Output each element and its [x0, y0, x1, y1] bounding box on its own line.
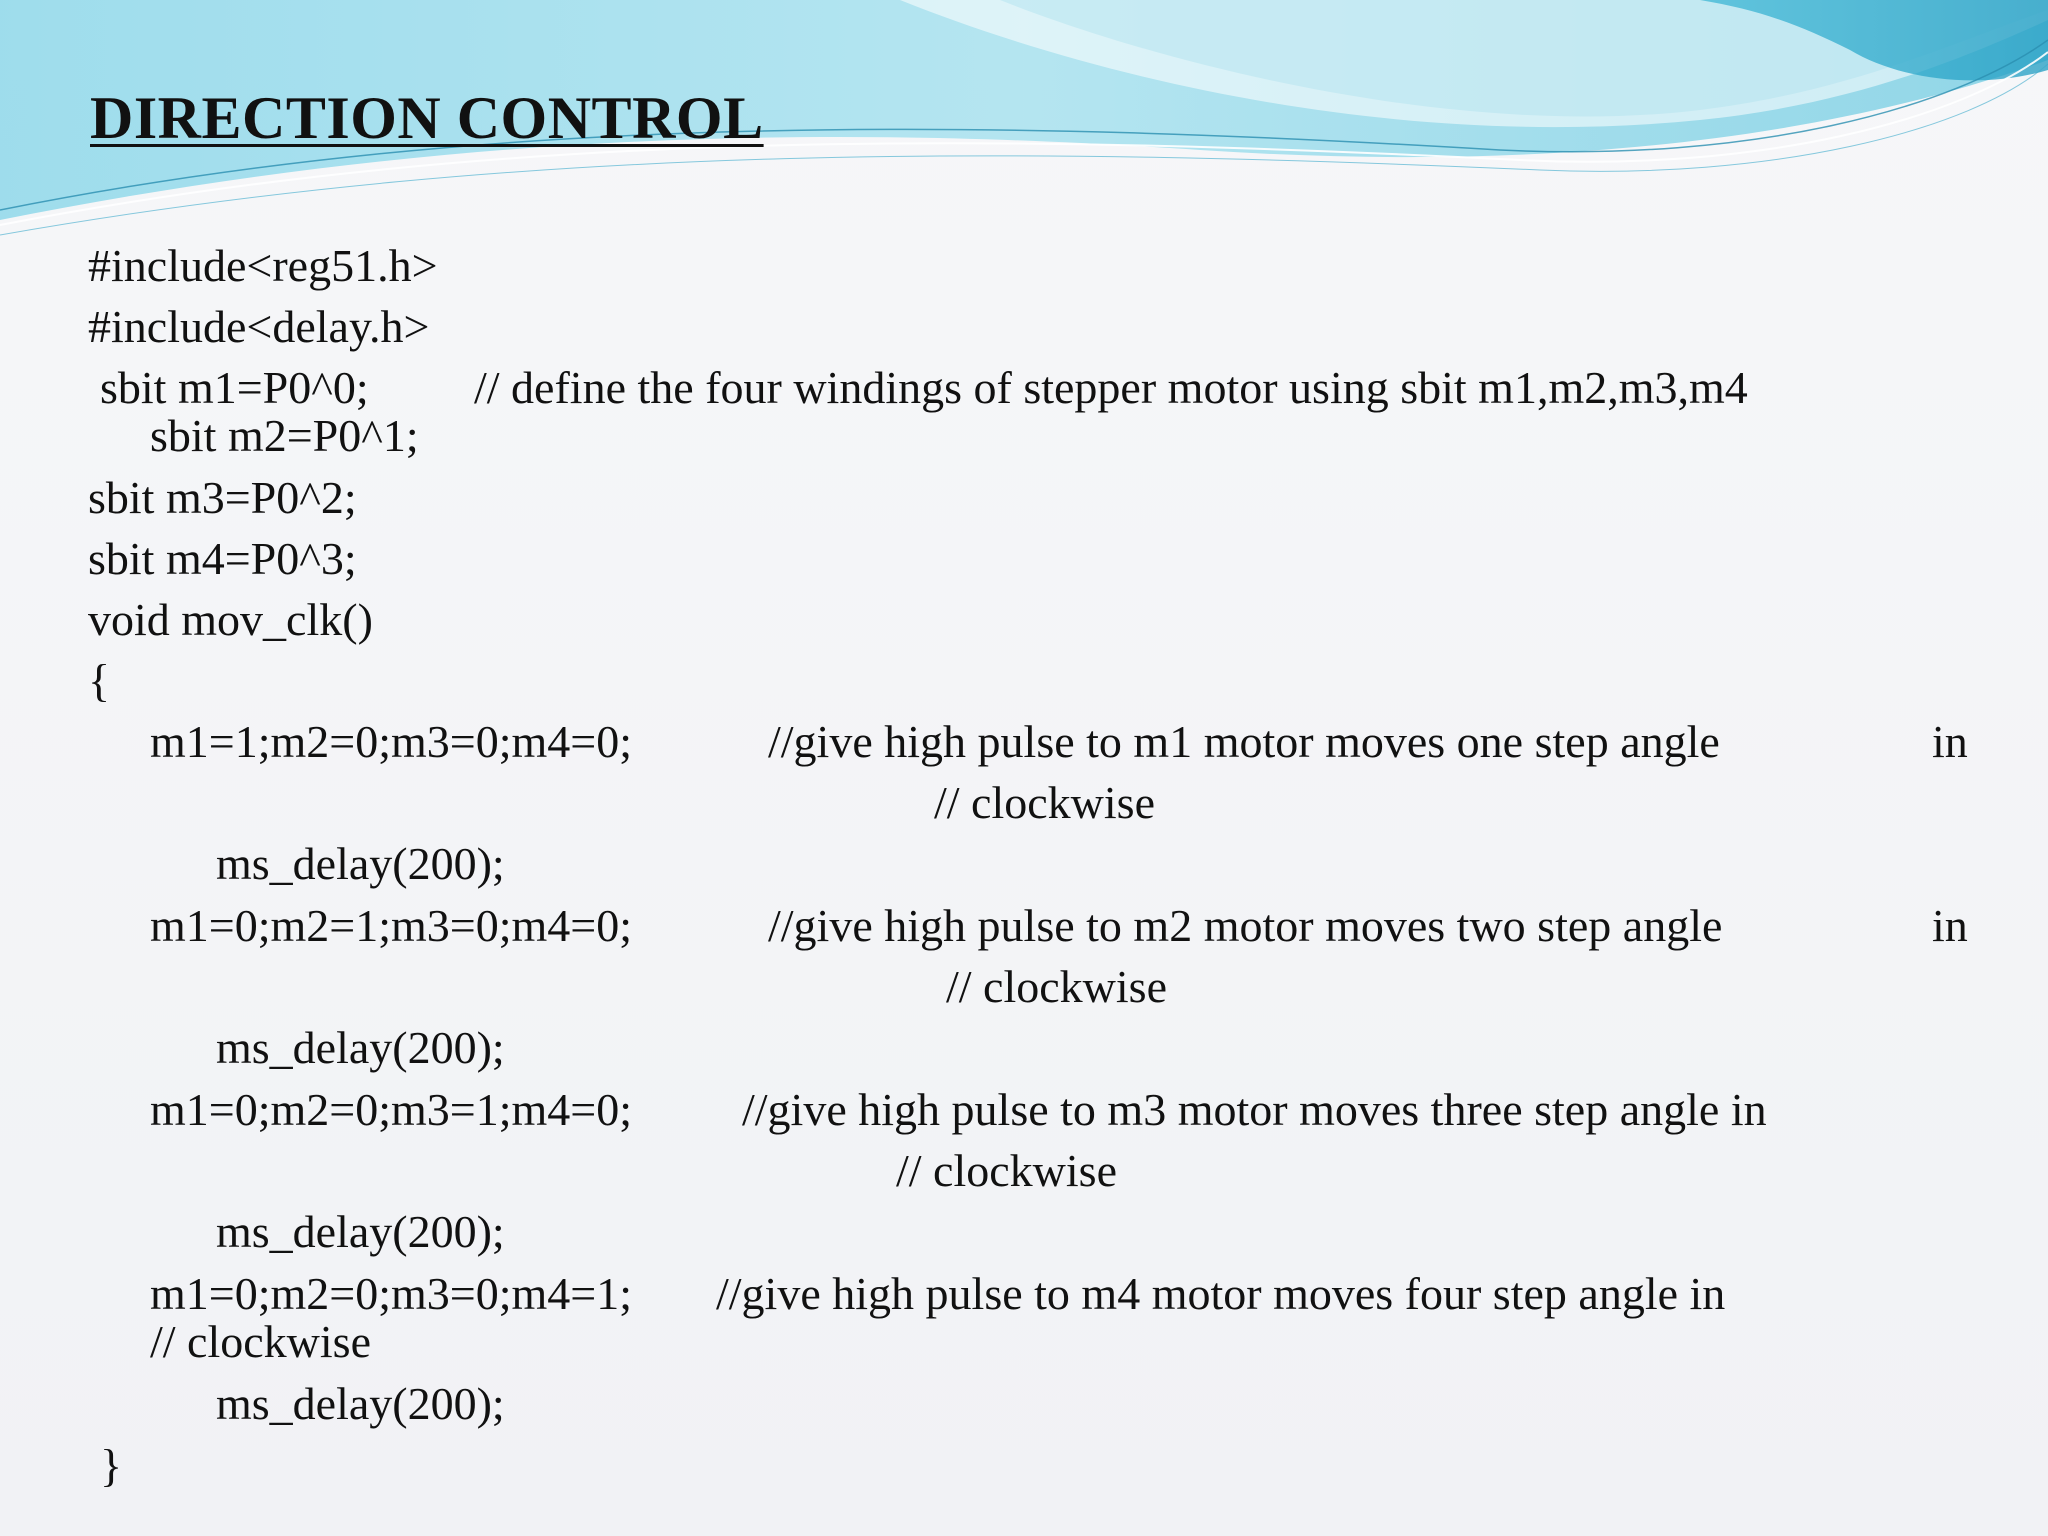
code-sbit-m3: sbit m3=P0^2;	[88, 472, 357, 523]
code-step4: m1=0;m2=0;m3=0;m4=1;	[150, 1268, 633, 1319]
slide-title: DIRECTION CONTROL	[90, 85, 764, 151]
code-step2-in: in	[1932, 900, 1968, 951]
code-step2-cont: // clockwise	[946, 961, 1167, 1012]
code-step2: m1=0;m2=1;m3=0;m4=0;	[150, 900, 633, 951]
code-sbit-m4: sbit m4=P0^3;	[88, 533, 357, 584]
code-step1-cont: // clockwise	[934, 777, 1155, 828]
code-func-decl: void mov_clk()	[88, 594, 373, 645]
code-step2-comment: //give high pulse to m2 motor moves two step angle	[768, 900, 1723, 951]
code-delay1: ms_delay(200);	[216, 838, 505, 889]
code-delay2: ms_delay(200);	[216, 1022, 505, 1073]
code-delay3: ms_delay(200);	[216, 1206, 505, 1257]
code-include-delay: #include<delay.h>	[88, 301, 430, 352]
code-delay4: ms_delay(200);	[216, 1378, 505, 1429]
code-step1-in: in	[1932, 716, 1968, 767]
code-brace-open: {	[88, 655, 111, 706]
code-brace-close: }	[100, 1440, 123, 1491]
code-step1: m1=1;m2=0;m3=0;m4=0;	[150, 716, 633, 767]
code-step3-comment: //give high pulse to m3 motor moves three step angle in	[742, 1084, 1767, 1135]
code-step3: m1=0;m2=0;m3=1;m4=0;	[150, 1084, 633, 1135]
code-step4-comment: //give high pulse to m4 motor moves four step angle in	[716, 1268, 1726, 1319]
code-step3-cont: // clockwise	[896, 1145, 1117, 1196]
code-sbit-m2: sbit m2=P0^1;	[150, 410, 419, 461]
code-include-reg51: #include<reg51.h>	[88, 240, 438, 291]
code-step4-cont: // clockwise	[150, 1316, 371, 1367]
code-comment-define: // define the four windings of stepper motor using sbit m1,m2,m3,m4	[474, 362, 1748, 413]
code-step1-comment: //give high pulse to m1 motor moves one step angle	[768, 716, 1720, 767]
code-sbit-m1: sbit m1=P0^0;	[100, 362, 369, 413]
